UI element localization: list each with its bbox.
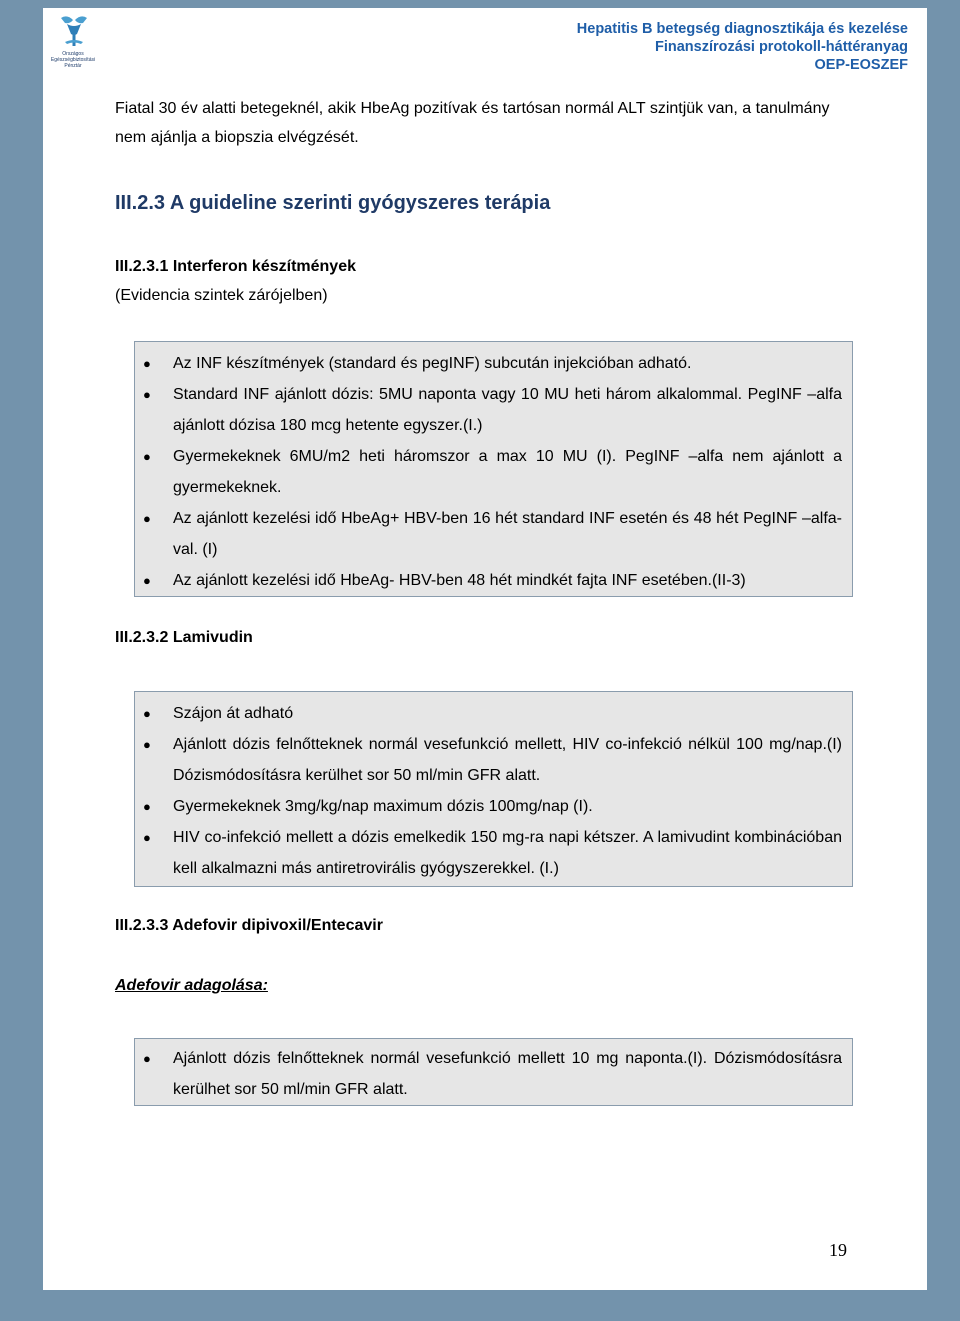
list-item: ● Az ajánlott kezelési idő HbeAg- HBV-ben 48 hét mindkét fajta INF esetében.(II-3) — [135, 565, 852, 596]
bullet-icon: ● — [143, 1051, 151, 1066]
section-heading: III.2.3 A guideline szerinti gyógyszeres terápia — [115, 192, 551, 214]
running-header — [577, 20, 908, 74]
list-item: ● Gyermekeknek 6MU/m2 heti háromszor a max 10 MU (I). PegINF –alfa nem ajánlott a gyermekeknek. — [135, 441, 852, 503]
header-org: OEP-EOSZEF — [814, 57, 908, 73]
page-number: 19 — [829, 1240, 847, 1260]
intro-paragraph: Fiatal 30 év alatti betegeknél, akik HbeAg pozitívak és tartósan normál ALT szintjük van, a tanulmány nem ajánlja a biopszia elvégzését. — [115, 100, 830, 146]
oep-emblem-icon — [43, 12, 105, 52]
bullet-icon: ● — [143, 799, 151, 814]
adefovir-heading: III.2.3.3 Adefovir dipivoxil/Entecavir — [115, 917, 383, 934]
bullet-icon: ● — [143, 511, 151, 526]
list-item: ● Az INF készítmények (standard és pegINF) subcután injekcióban adható. — [135, 348, 852, 379]
list-item: ● HIV co-infekció mellett a dózis emelkedik 150 mg-ra napi kétszer. A lamivudint kombinációban kell alkalmazni más antiretrovirális gyógyszerekkel. (I.) — [135, 822, 852, 884]
list-item: ● Ajánlott dózis felnőtteknek normál vesefunkció mellett 10 mg naponta.(I). Dózismódosításra kerülhet sor 50 ml/min GFR alatt. — [135, 1043, 852, 1105]
bullet-icon: ● — [143, 449, 151, 464]
document-page — [43, 8, 927, 1290]
list-item: ● Standard INF ajánlott dózis: 5MU naponta vagy 10 MU heti három alkalommal. PegINF –alfa ajánlott dózisa 180 mcg hetente egyszer.(I.) — [135, 379, 852, 441]
bullet-icon: ● — [143, 387, 151, 402]
interferon-box — [134, 341, 853, 597]
bullet-icon: ● — [143, 830, 151, 845]
bullet-icon: ● — [143, 737, 151, 752]
lamivudin-box — [134, 691, 853, 887]
lamivudin-heading: III.2.3.2 Lamivudin — [115, 629, 253, 646]
header-subtitle: Finanszírozási protokoll-háttéranyag — [655, 39, 908, 55]
list-item: ● Ajánlott dózis felnőtteknek normál vesefunkció mellett, HIV co-infekció nélkül 100 mg/nap.(I) Dózismódosításra kerülhet sor 50 ml/min GFR alatt. — [135, 729, 852, 791]
list-item: ● Gyermekeknek 3mg/kg/nap maximum dózis 100mg/nap (I). — [135, 791, 852, 822]
bullet-icon: ● — [143, 356, 151, 371]
bullet-icon: ● — [143, 706, 151, 721]
adefovir-box — [134, 1038, 853, 1106]
header-title: Hepatitis B betegség diagnosztikája és kezelése — [576, 21, 908, 37]
logo-caption: Országos Egészségbiztosítási Pénztár — [50, 51, 96, 69]
interferon-heading: III.2.3.1 Interferon készítmények — [115, 258, 356, 275]
adefovir-subheading: Adefovir adagolása: — [115, 977, 268, 994]
bullet-icon: ● — [143, 573, 151, 588]
list-item: ● Az ajánlott kezelési idő HbeAg+ HBV-ben 16 hét standard INF esetén és 48 hét PegINF –alfa-val. (I) — [135, 503, 852, 565]
interferon-subtitle: (Evidencia szintek zárójelben) — [115, 287, 328, 304]
oep-logo — [43, 12, 105, 70]
list-item: ● Szájon át adható — [135, 698, 852, 729]
